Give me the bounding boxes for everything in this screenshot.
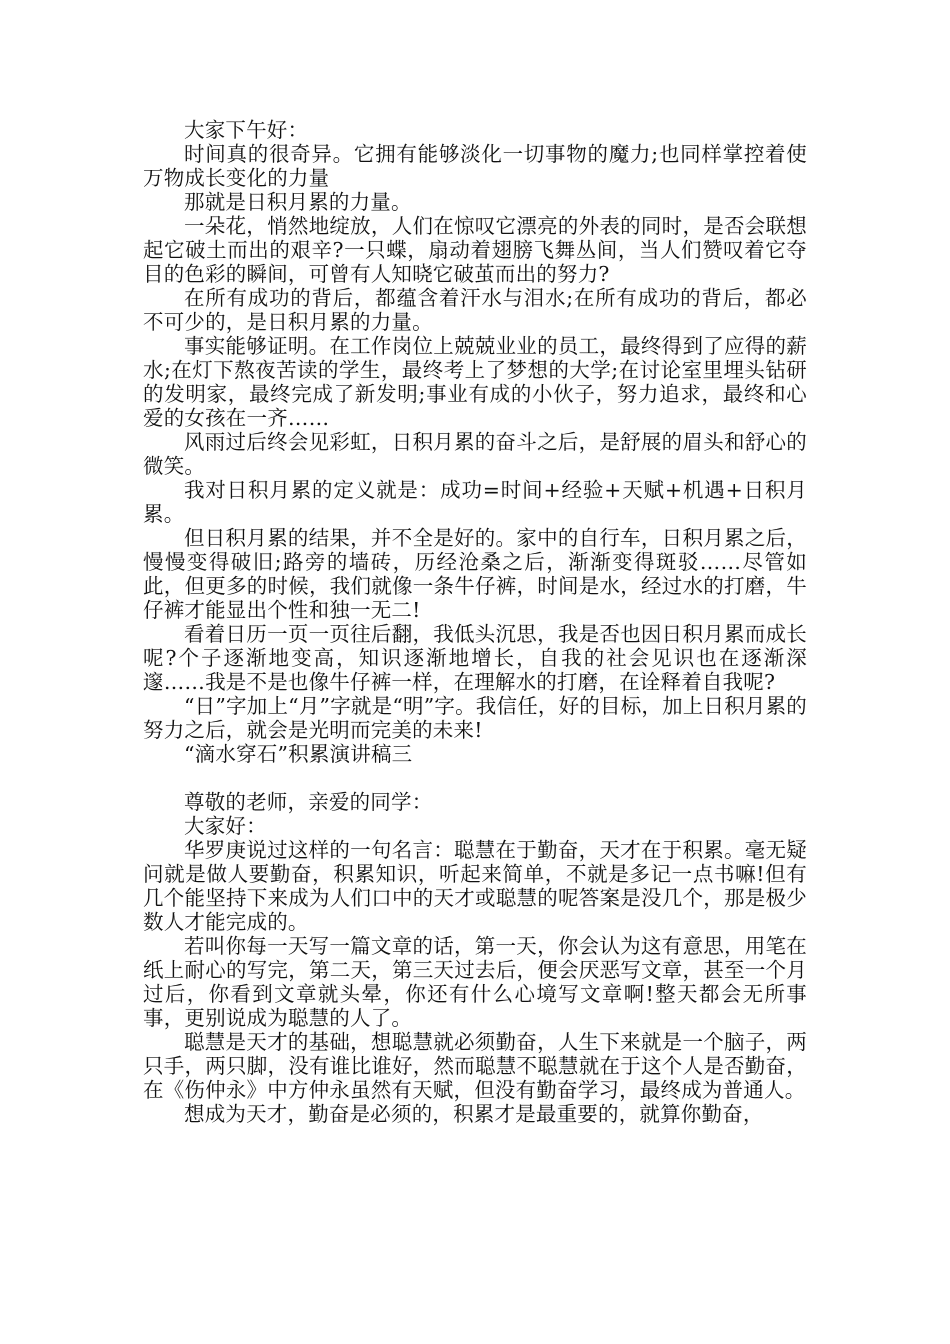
paragraph: 时间真的很奇异。它拥有能够淡化一切事物的魔力;也同样掌控着使万物成长变化的力量 <box>143 142 807 190</box>
paragraph: 风雨过后终会见彩虹，日积月累的奋斗之后，是舒展的眉头和舒心的微笑。 <box>143 430 807 478</box>
paragraph: 大家好： <box>184 814 267 838</box>
paragraph: 聪慧是天才的基础，想聪慧就必须勤奋，人生下来就是一个脑子，两只手，两只脚，没有谁比谁好，然而聪慧不聪慧就在于这个人是否勤奋，在《伤仲永》中方仲永虽然有天赋，但没有勤奋学习，最终成为普通人。 <box>143 1030 807 1102</box>
document-body <box>143 118 807 1126</box>
paragraph: 那就是日积月累的力量。 <box>184 190 412 214</box>
paragraph: 但日积月累的结果，并不全是好的。家中的自行车，日积月累之后，慢慢变得破旧;路旁的墙砖，历经沧桑之后，渐渐变得斑驳……尽管如此，但更多的时候，我们就像一条牛仔裤，时间是水，经过水的打磨，牛仔裤才能显出个性和独一无二! <box>143 526 807 622</box>
paragraph: 若叫你每一天写一篇文章的话，第一天，你会认为这有意思，用笔在纸上耐心的写完，第二天，第三天过去后，便会厌恶写文章，甚至一个月过后，你看到文章就头晕，你还有什么心境写文章啊!整天都会无所事事，更别说成为聪慧的人了。 <box>143 934 807 1030</box>
paragraph: 华罗庚说过这样的一句名言：聪慧在于勤奋，天才在于积累。毫无疑问就是做人要勤奋，积累知识，听起来简单，不就是多记一点书嘛!但有几个能坚持下来成为人们口中的天才或聪慧的呢答案是没几个，那是极少数人才能完成的。 <box>143 838 807 934</box>
paragraph: 在所有成功的背后，都蕴含着汗水与泪水;在所有成功的背后，都必不可少的，是日积月累的力量。 <box>143 286 807 334</box>
paragraph: 事实能够证明。在工作岗位上兢兢业业的员工，最终得到了应得的薪水;在灯下熬夜苦读的学生，最终考上了梦想的大学;在讨论室里埋头钻研的发明家，最终完成了新发明;事业有成的小伙子，努力追求，最终和心爱的女孩在一齐…… <box>143 334 807 430</box>
paragraph: 想成为天才，勤奋是必须的，积累才是最重要的，就算你勤奋， <box>184 1102 764 1126</box>
paragraph: 我对日积月累的定义就是：成功=时间+经验+天赋+机遇+日积月累。 <box>143 478 807 526</box>
blank-line <box>143 766 807 790</box>
paragraph: 看着日历一页一页往后翻，我低头沉思，我是否也因日积月累而成长呢?个子逐渐地变高，知识逐渐地增长，自我的社会见识也在逐渐深邃……我是不是也像牛仔裤一样，在理解水的打磨，在诠释着自我呢? <box>143 622 807 694</box>
paragraph: 大家下午好： <box>184 118 309 142</box>
paragraph: 尊敬的老师，亲爱的同学： <box>184 790 433 814</box>
section-title: “滴水穿石”积累演讲稿三 <box>184 742 413 766</box>
paragraph: “日”字加上“月”字就是“明”字。我信任，好的目标，加上日积月累的努力之后，就会是光明而完美的未来! <box>143 694 807 742</box>
paragraph: 一朵花，悄然地绽放，人们在惊叹它漂亮的外表的同时，是否会联想起它破土而出的艰辛?一只蝶，扇动着翅膀飞舞丛间，当人们赞叹着它夺目的色彩的瞬间，可曾有人知晓它破茧而出的努力? <box>143 214 807 286</box>
